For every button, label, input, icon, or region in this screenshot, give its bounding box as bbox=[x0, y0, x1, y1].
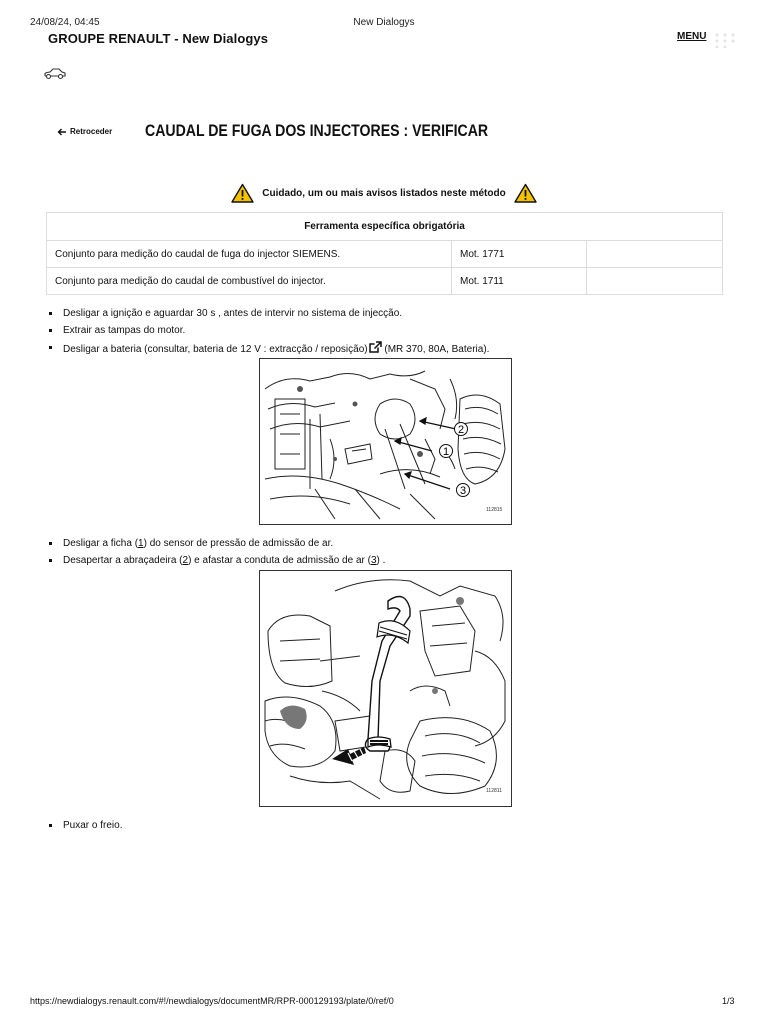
page-title: CAUDAL DE FUGA DOS INJECTORES : VERIFICAR bbox=[145, 121, 489, 140]
battery-step-text: Desligar a bateria (consultar, bateria de 12 V : extracção / reposição) bbox=[63, 344, 368, 355]
menu-icon[interactable] bbox=[713, 32, 737, 48]
callout-2: 2 bbox=[457, 424, 465, 436]
engine-diagram-1 bbox=[259, 358, 512, 525]
callout-1: 1 bbox=[442, 446, 450, 458]
battery-step-suffix: (MR 370, 80A, Bateria). bbox=[381, 344, 490, 355]
tool-table bbox=[46, 212, 723, 295]
warning-triangle-icon bbox=[514, 183, 537, 203]
table-row bbox=[47, 241, 723, 268]
list-item: Extrair as tampas do motor. bbox=[46, 324, 489, 341]
warning-banner bbox=[0, 183, 768, 203]
print-title: New Dialogys bbox=[353, 17, 415, 28]
tool-reference: Mot. 1771 bbox=[452, 241, 587, 268]
car-icon[interactable] bbox=[43, 67, 67, 81]
list-item bbox=[46, 341, 489, 358]
footer-url: https://newdialogys.renault.com/#!/newdialogys/documentMR/RPR-000129193/plate/0/ref/0 bbox=[30, 996, 394, 1006]
warning-triangle-icon bbox=[231, 183, 254, 203]
step-list bbox=[46, 819, 122, 836]
tool-empty-cell bbox=[587, 241, 723, 268]
tool-empty-cell bbox=[587, 268, 723, 295]
app-title: GROUPE RENAULT - New Dialogys bbox=[48, 31, 269, 46]
warning-text: Cuidado, um ou mais avisos listados neste método bbox=[262, 187, 506, 199]
tool-description: Conjunto para medição do caudal de combustível do injector. bbox=[47, 268, 452, 295]
list-item: Desligar a ficha (1) do sensor de pressão de admissão de ar. bbox=[46, 537, 385, 554]
print-date: 24/08/24, 04:45 bbox=[30, 17, 100, 28]
arrow-left-icon bbox=[57, 128, 67, 136]
table-row bbox=[47, 268, 723, 295]
ref-link[interactable]: 2 bbox=[182, 555, 189, 566]
figure-code: 112815 bbox=[486, 507, 503, 513]
figure-code: 112811 bbox=[486, 788, 502, 794]
ref-link[interactable]: 3 bbox=[370, 555, 377, 566]
step-list bbox=[46, 307, 489, 358]
list-item: Puxar o freio. bbox=[46, 819, 122, 836]
back-button[interactable] bbox=[57, 127, 112, 136]
footer-page-number: 1/3 bbox=[722, 996, 735, 1006]
list-item: Desligar a ignição e aguardar 30 s , antes de intervir no sistema de injecção. bbox=[46, 307, 489, 324]
list-item: Desapertar a abraçadeira (2) e afastar a conduta de admissão de ar (3) . bbox=[46, 554, 385, 571]
callout-3: 3 bbox=[459, 485, 467, 497]
tool-table-header: Ferramenta específica obrigatória bbox=[47, 213, 723, 241]
ref-link[interactable]: 1 bbox=[138, 538, 144, 549]
engine-diagram-2 bbox=[259, 570, 512, 807]
step-list bbox=[46, 537, 385, 571]
tool-reference: Mot. 1711 bbox=[452, 268, 587, 295]
tool-description: Conjunto para medição do caudal de fuga do injector SIEMENS. bbox=[47, 241, 452, 268]
back-label: Retroceder bbox=[70, 127, 113, 136]
menu-link[interactable]: MENU bbox=[677, 31, 707, 42]
external-link-icon[interactable] bbox=[369, 341, 382, 353]
